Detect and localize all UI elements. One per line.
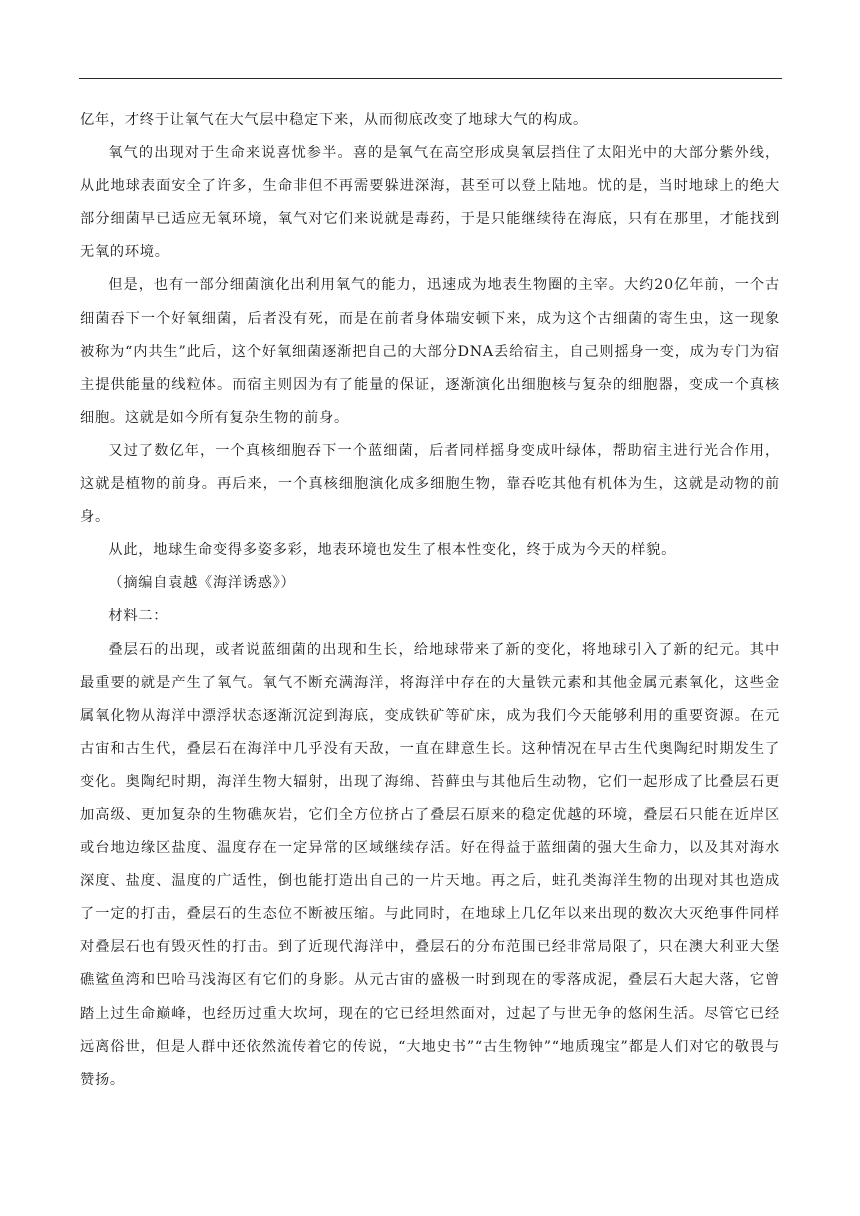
paragraph: 氧气的出现对于生命来说喜忧参半。喜的是氧气在高空形成臭氧层挡住了太阳光中的大部分紫外线，从此地球表面安全了许多，生命非但不再需要躲进深海，甚至可以登上陆地。忧的是，当时地球上的绝大部分细菌早已适应无氧环境，氧气对它们来说就是毒药，于是只能继续待在海底，只有在那里，才能找到无氧的环境。: [80, 145, 780, 261]
document-body: [80, 104, 780, 1097]
paragraph: 叠层石的出现，或者说蓝细菌的出现和生长，给地球带来了新的变化，将地球引入了新的纪元。其中最重要的就是产生了氧气。氧气不断充满海洋，将海洋中存在的大量铁元素和其他金属元素氧化，这些金属氧化物从海洋中漂浮状态逐渐沉淀到海底，变成铁矿等矿床，成为我们今天能够利用的重要资源。在元古宙和古生代，叠层石在海洋中几乎没有天敌，一直在肆意生长。这种情况在早古生代奥陶纪时期发生了变化。奥陶纪时期，海洋生物大辐射，出现了海绵、苔藓虫与其他后生动物，它们一起形成了比叠层石更加高级、更加复杂的生物礁灰岩，它们全方位挤占了叠层石原来的稳定优越的环境，叠层石只能在近岸区或台地边缘区盐度、温度存在一定异常的区域继续存活。好在得益于蓝细菌的强大生命力，以及其对海水深度、盐度、温度的广适性，倒也能打造出自己的一片天地。再之后，蛀孔类海洋生物的出现对其也造成了一定的打击，叠层石的生态位不断被压缩。与此同时，在地球上几亿年以来出现的数次大灭绝事件同样对叠层石也有毁灭性的打击。到了近现代海洋中，叠层石的分布范围已经非常局限了，只在澳大利亚大堡礁鲨鱼湾和巴哈马浅海区有它们的身影。从元古宙的盛极一时到现在的零落成泥，叠层石大起大落，它曾踏上过生命巅峰，也经历过重大坎坷，现在的它已经坦然面对，过起了与世无争的悠闲生活。尽管它已经远离俗世，但是人群中还依然流传着它的传说，“大地史书”“古生物钟”“地质瑰宝”都是人们对它的敬畏与赞扬。: [80, 641, 780, 1088]
header-rule: [79, 78, 782, 79]
source-citation: （摘编自袁越《海洋诱惑》）: [108, 575, 296, 592]
paragraph: 从此，地球生命变得多姿多彩，地表环境也发生了根本性变化，终于成为今天的样貌。: [108, 542, 677, 559]
section-heading: 材料二：: [108, 608, 169, 625]
paragraph: 但是，也有一部分细菌演化出利用氧气的能力，迅速成为地表生物圈的主宰。大约20亿年前，一个古细菌吞下一个好氧细菌，后者没有死，而是在前者身体瑞安顿下来，成为这个古细菌的寄生虫，这一现象被称为“内共生”此后，这个好氧细菌逐渐把自己的大部分DNA丢给宿主，自己则摇身一变，成为专门为宿主提供能量的线粒体。而宿主则因为有了能量的保证，逐渐演化出细胞核与复杂的细胞器，变成一个真核细胞。这就是如今所有复杂生物的前身。: [80, 277, 780, 426]
paragraph: 又过了数亿年，一个真核细胞吞下一个蓝细菌，后者同样摇身变成叶绿体，帮助宿主进行光合作用，这就是植物的前身。再后来，一个真核细胞演化成多细胞生物，靠吞吃其他有机体为生，这就是动物的前身。: [80, 442, 780, 526]
paragraph: 亿年，才终于让氧气在大气层中稳定下来，从而彻底改变了地球大气的构成。: [80, 112, 588, 128]
